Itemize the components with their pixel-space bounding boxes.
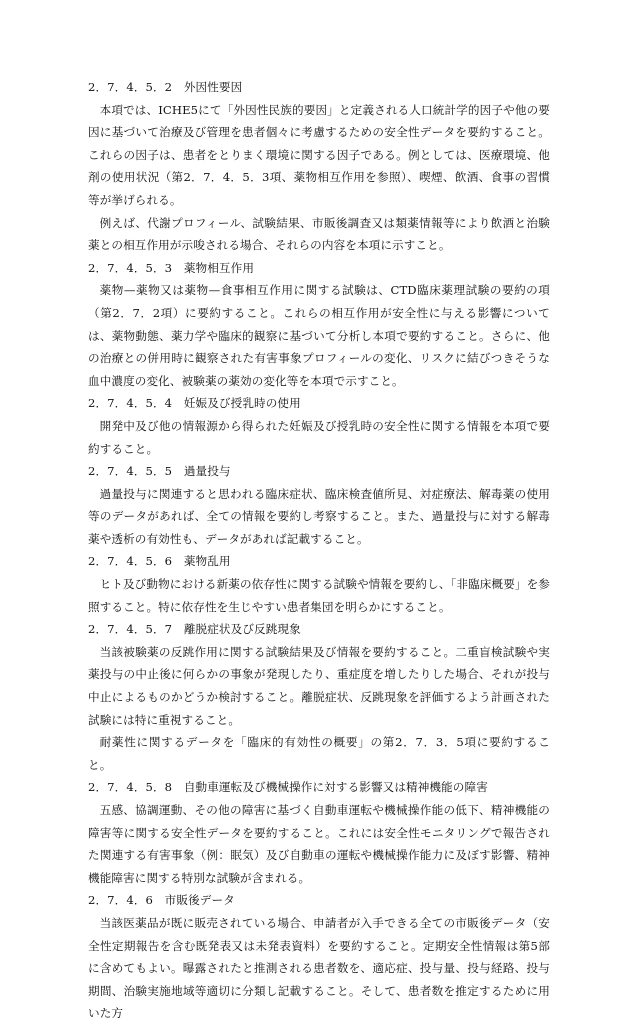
paragraph-driving-machinery: 五感、協調運動、その他の障害に基づく自動車運転や機械操作能の低下、精神機能の障害等に関する安全性データを要約すること。これには安全性モニタリングで報告された関連する有害事象（例：眠気）及び自動車の運転や機械操作能力に及ぼす影響、精神機能障害に関する特別な試験が含まれる。 — [88, 803, 550, 885]
section-heading-2-7-4-5-7: 2．7．4．5．7 離脱症状及び反跳現象 — [88, 622, 301, 637]
section-heading-2-7-4-5-8: 2．7．4．5．8 自動車運転及び機械操作に対する影響又は精神機能の障害 — [88, 780, 488, 795]
section-heading-2-7-4-5-2: 2．7．4．5．2 外因性要因 — [88, 80, 243, 94]
paragraph-postmarketing-data: 当該医薬品が既に販売されている場合、申請者が入手できる全ての市販後データ（安全性定期報告を含む既発表又は未発表資料）を要約すること。定期安全性情報は第5部に含めてもよい。曝露されたと推測される患者数を、適応症、投与量、投与経路、投与期間、治験実施地域等適切に分類し記載すること。そして、患者数を推定するために用いた方 — [88, 915, 550, 1021]
section-heading-2-7-4-6: 2．7．4．6 市販後データ — [88, 893, 235, 908]
section-heading-2-7-4-5-6: 2．7．4．5．6 薬物乱用 — [88, 554, 231, 569]
paragraph-drug-interactions: 薬物—薬物又は薬物—食事相互作用に関する試験は、CTD臨床薬理試験の要約の項（第2．7．2項）に要約すること。これらの相互作用が安全性に与える影響については、薬物動態、薬力学や臨床的観察に基づいて分析し本項で要約すること。さらに、他の治療との併用時に観察された有害事象プロフィールの変化、リスクに結びつきそうな血中濃度の変化、被験薬の薬効の変化等を本項で示すこと。 — [88, 283, 550, 388]
paragraph-extrinsic-factors: 本項では、ICHE5にて「外因性民族的要因」と定義される人口統計学的因子や他の要因に基づいて治療及び管理を患者個々に考慮するための安全性データを要約すること。これらの因子は、患者をとりまく環境に関する因子である。例としては、医療環境、他剤の使用状況（第2．7．4．5．3項、薬物相互作用を参照）、喫煙、飲酒、食事の習慣等が挙げられる。 — [88, 102, 550, 207]
paragraph-alcohol-interaction: 例えば、代謝プロフィール、試験結果、市販後調査又は類薬情報等により飲酒と治験薬との相互作用が示唆される場合、それらの内容を本項に示すこと。 — [88, 215, 550, 253]
section-heading-2-7-4-5-5: 2．7．4．5．5 過量投与 — [88, 464, 231, 479]
paragraph-withdrawal-rebound: 当該被験薬の反跳作用に関する試験結果及び情報を要約すること。二重盲検試験や実薬投与の中止後に何らかの事象が発現したり、重症度を増したりした場合、それが投与中止によるものかどうか検討すること。離脱症状、反跳現象を評価するよう計画された試験には特に重視すること。 — [88, 644, 550, 727]
document-page — [88, 76, 550, 1025]
section-heading-2-7-4-5-4: 2．7．4．5．4 妊娠及び授乳時の使用 — [88, 396, 301, 411]
paragraph-pregnancy-lactation: 開発中及び他の情報源から得られた妊娠及び授乳時の安全性に関する情報を本項で要約すること。 — [88, 418, 550, 456]
paragraph-tolerance: 耐薬性に関するデータを「臨床的有効性の概要」の第2．7．3．5項に要約すること。 — [88, 735, 550, 772]
paragraph-overdose: 過量投与に関連すると思われる臨床症状、臨床検査値所見、対症療法、解毒薬の使用等のデータがあれば、全ての情報を要約し考察すること。また、過量投与に対する解毒薬や透析の有効性も、データがあれば記載すること。 — [88, 486, 550, 546]
section-heading-2-7-4-5-3: 2．7．4．5．3 薬物相互作用 — [88, 260, 255, 275]
paragraph-drug-abuse: ヒト及び動物における新薬の依存性に関する試験や情報を要約し、「非臨床概要」を参照すること。特に依存性を生じやすい患者集団を明らかにすること。 — [88, 577, 550, 614]
